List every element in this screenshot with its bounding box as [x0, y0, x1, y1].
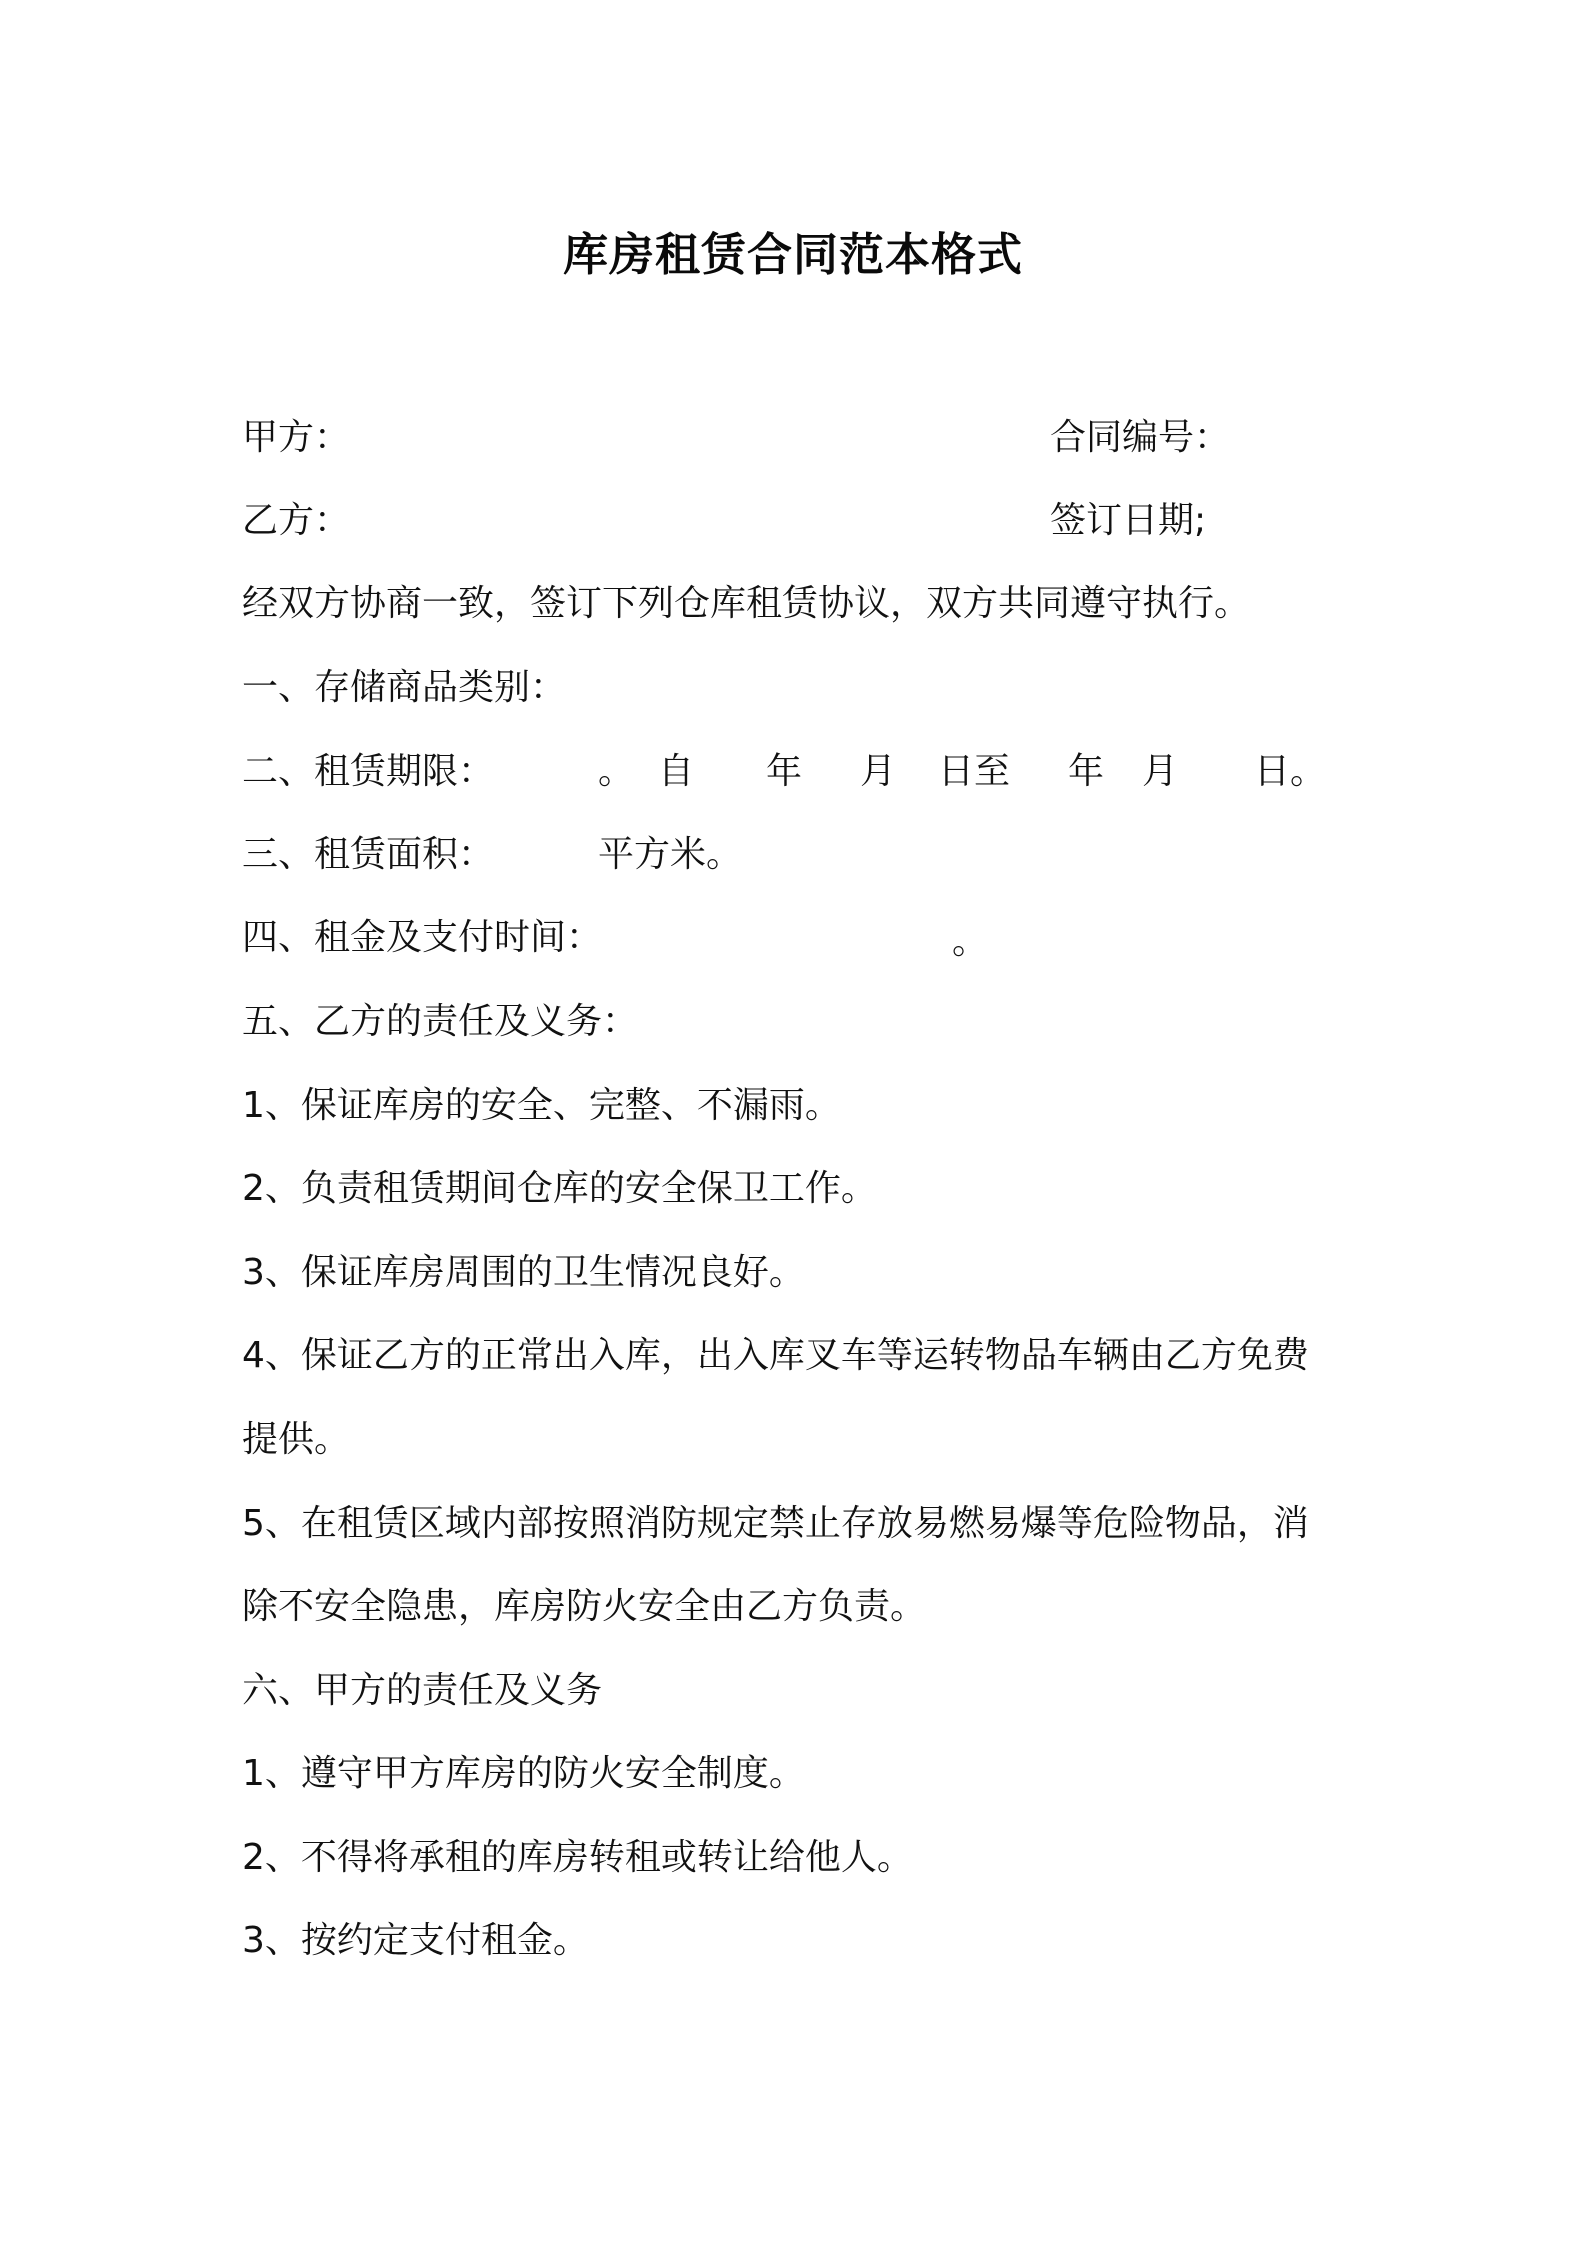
section-6-heading: 六、甲方的责任及义务 [242, 1670, 603, 1711]
intro-paragraph: 经双方协商一致，签订下列仓库租赁协议，双方共同遵守执行。 [242, 583, 1251, 624]
list-item-continued: 提供。 [242, 1419, 351, 1460]
year-1-label: 年 [766, 751, 803, 792]
period-end-mark: 。 [598, 751, 635, 792]
rent-end-mark: 。 [952, 921, 989, 962]
section-1-heading: 一、存储商品类别： [242, 667, 567, 708]
list-item: 1、遵守甲方库房的防火安全制度。 [242, 1753, 805, 1794]
from-label: 自 [658, 751, 695, 792]
month-1-label: 月 [860, 751, 897, 792]
day-2-label: 日。 [1254, 751, 1327, 792]
list-item: 3、按约定支付租金。 [242, 1920, 589, 1961]
contract-no-label: 合同编号： [1050, 417, 1231, 458]
section-3-heading: 三、租赁面积： [242, 834, 495, 875]
list-item: 3、保证库房周围的卫生情况良好。 [242, 1252, 805, 1293]
list-item: 2、负责租赁期间仓库的安全保卫工作。 [242, 1168, 877, 1209]
section-2-heading: 二、租赁期限： [242, 751, 495, 792]
list-item: 1、保证库房的安全、完整、不漏雨。 [242, 1085, 841, 1126]
party-b-label: 乙方： [242, 500, 351, 541]
section-5-heading: 五、乙方的责任及义务： [242, 1001, 639, 1042]
month-2-label: 月 [1142, 751, 1179, 792]
document-title: 库房租赁合同范本格式 [562, 228, 1023, 281]
section-4-heading: 四、租金及支付时间： [242, 917, 603, 958]
day-to-label: 日至 [938, 751, 1011, 792]
party-a-label: 甲方： [242, 417, 351, 458]
year-2-label: 年 [1068, 751, 1105, 792]
sign-date-label: 签订日期; [1050, 500, 1207, 541]
area-unit: 平方米。 [598, 834, 743, 875]
list-item: 5、在租赁区域内部按照消防规定禁止存放易燃易爆等危险物品，消 [242, 1503, 1309, 1544]
list-item: 2、不得将承租的库房转租或转让给他人。 [242, 1837, 913, 1878]
list-item: 4、保证乙方的正常出入库，出入库叉车等运转物品车辆由乙方免费 [242, 1335, 1309, 1376]
list-item-continued: 除不安全隐患，库房防火安全由乙方负责。 [242, 1586, 927, 1627]
